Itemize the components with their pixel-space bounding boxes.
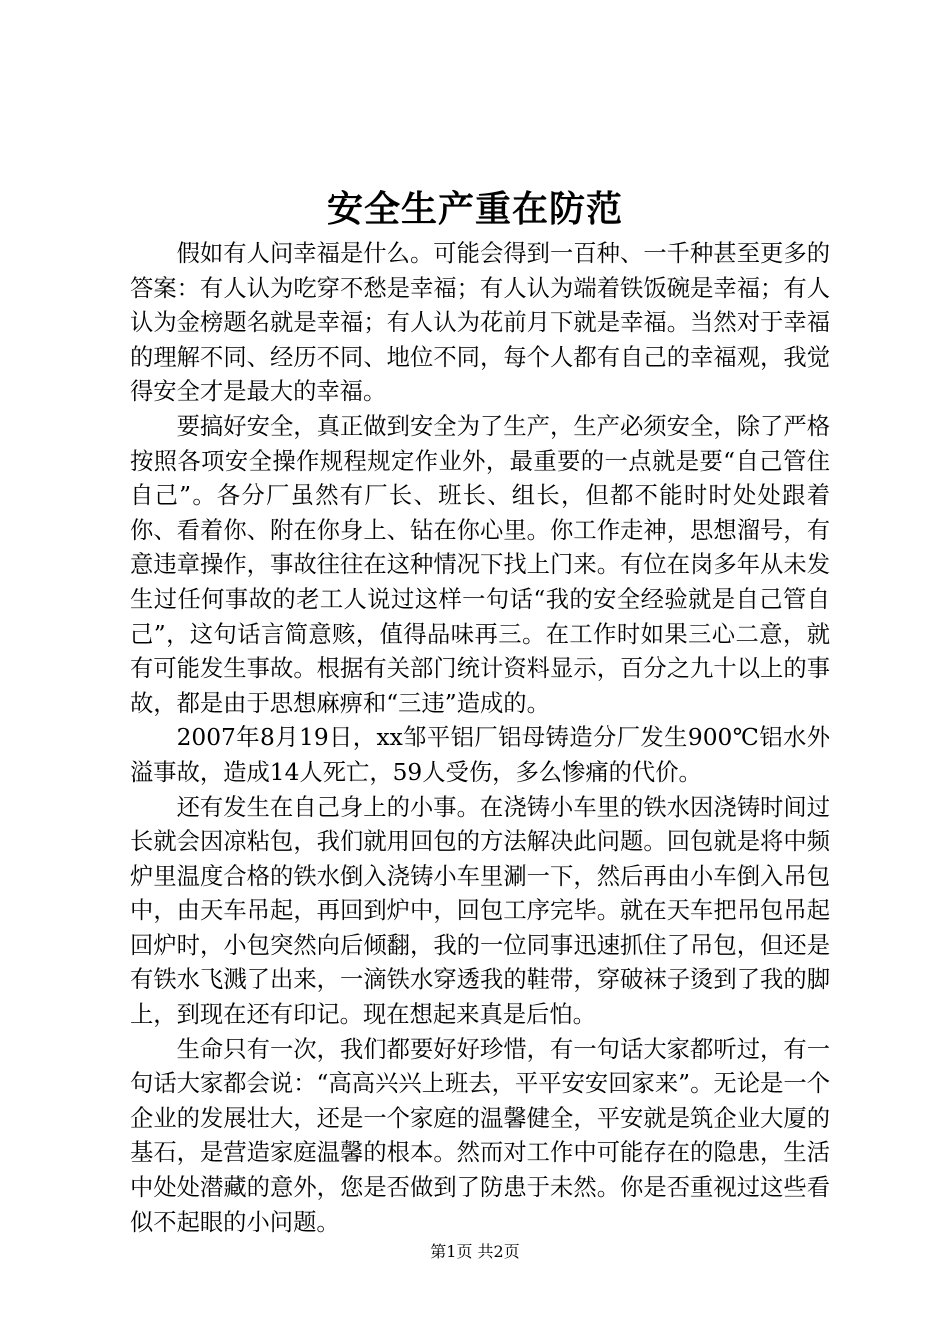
paragraph-4: 还有发生在自己身上的小事。在浇铸小车里的铁水因浇铸时间过长就会因凉粘包，我们就用回包的方法解决此问题。回包就是将中频炉里温度合格的铁水倒入浇铸小车里涮一下，然后再由小车倒入吊包中，由天车吊起，再回到炉中，回包工序完毕。就在天车把吊包吊起回炉时，小包突然向后倾翻，我的一位同事迅速抓住了吊包，但还是有铁水飞溅了出来，一滴铁水穿透我的鞋带，穿破袜子烫到了我的脚上，到现在还有印记。现在想起来真是后怕。 bbox=[130, 793, 830, 1029]
document-body bbox=[130, 237, 830, 1240]
paragraph-1: 假如有人问幸福是什么。可能会得到一百种、一千种甚至更多的答案：有人认为吃穿不愁是幸福；有人认为端着铁饭碗是幸福；有人认为金榜题名就是幸福；有人认为花前月下就是幸福。当然对于幸福的理解不同、经历不同、地位不同，每个人都有自己的幸福观，我觉得安全才是最大的幸福。 bbox=[130, 240, 830, 406]
page-footer: 第1页 共2页 bbox=[430, 1242, 520, 1261]
document-title: 安全生产重在防范 bbox=[326, 188, 623, 230]
paragraph-2: 要搞好安全，真正做到安全为了生产，生产必须安全，除了严格按照各项安全操作规程规定作业外，最重要的一点就是要“自己管住自己”。各分厂虽然有厂长、班长、组长，但都不能时时处处跟着你、看着你、附在你身上、钻在你心里。你工作走神，思想溜号，有意违章操作，事故往往在这种情况下找上门来。有位在岗多年从未发生过任何事故的老工人说过这样一句话“我的安全经验就是自己管自己”，这句话言简意赅，值得品味再三。在工作时如果三心二意，就有可能发生事故。根据有关部门统计资料显示，百分之九十以上的事故，都是由于思想麻痹和“三违”造成的。 bbox=[130, 412, 830, 717]
paragraph-5: 生命只有一次，我们都要好好珍惜，有一句话大家都听过，有一句话大家都会说：“高高兴兴上班去，平平安安回家来”。无论是一个企业的发展壮大，还是一个家庭的温馨健全，平安就是筑企业大厦的基石，是营造家庭温馨的根本。然而对工作中可能存在的隐患，生活中处处潜藏的意外，您是否做到了防患于未然。你是否重视过这些看似不起眼的小问题。 bbox=[130, 1035, 830, 1236]
paragraph-3: 2007年8月19日，xx邹平铝厂铝母铸造分厂发生900℃铝水外溢事故，造成14人死亡，59人受伤，多么惨痛的代价。 bbox=[130, 724, 830, 786]
